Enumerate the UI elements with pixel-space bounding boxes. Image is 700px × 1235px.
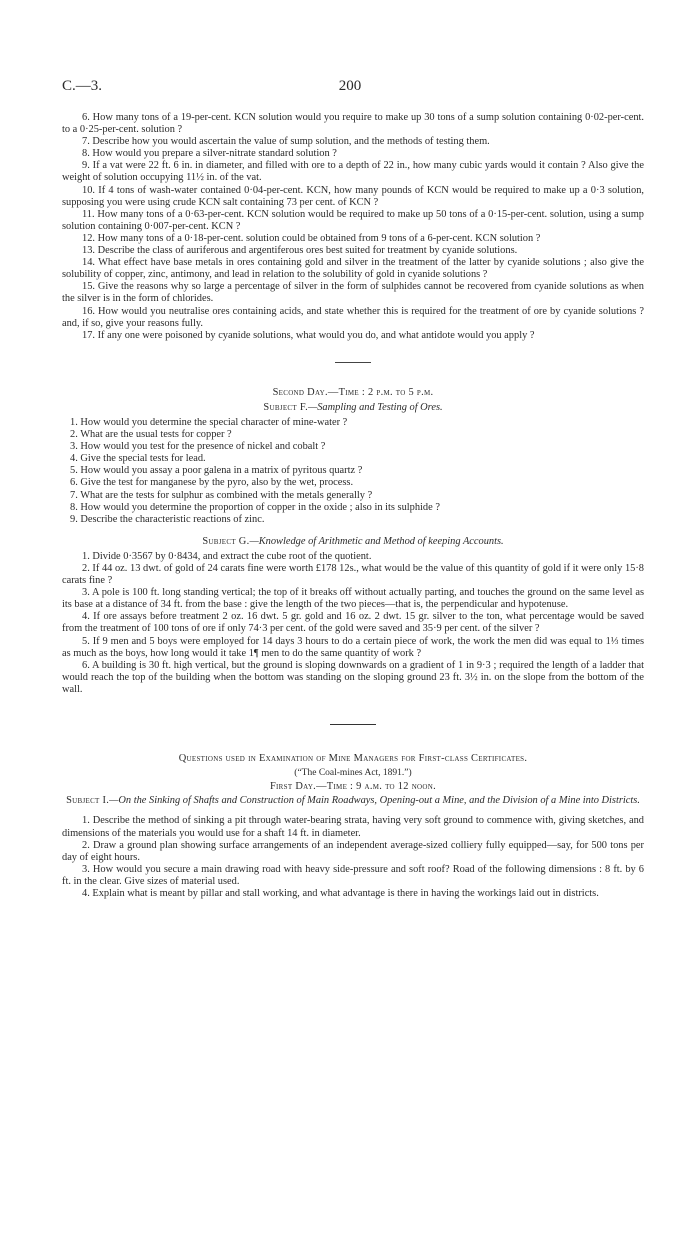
subject-f-heading — [62, 402, 644, 414]
question-paragraph: 6. A building is 30 ft. high vertical, but the ground is sloping downwards on a gradient of 1 in 9·3 ; required the length of a ladder that would reach the top of the building when the bottom was standing on the sloping ground 23 ft. 3½ in. on the slope from the bottom of the wall. — [62, 659, 644, 695]
question-paragraph: 4. Explain what is meant by pillar and stall working, and what advantage is there in having the workings laid out in districts. — [82, 887, 599, 899]
question-paragraph: 15. Give the reasons why so large a percentage of silver in the form of sulphides cannot be recovered from cyanide solutions as when the silver is in the form of chlorides. — [62, 281, 644, 305]
page-number: 200 — [338, 78, 362, 94]
question-item: 4. Give the special tests for lead. — [70, 453, 206, 465]
first-day-heading: First Day.—Time : 9 a.m. to 12 noon. — [269, 781, 437, 793]
section-divider — [330, 724, 376, 725]
question-paragraph: 8. How would you prepare a silver-nitrate standard solution ? — [82, 148, 337, 160]
question-paragraph: 9. If a vat were 22 ft. 6 in. in diameter, and filled with ore to a depth of 22 in., how many cubic yards would it contain ? Also give the weight of solution occupying 11½ in. of the vat. — [62, 160, 644, 184]
subject-i-heading — [62, 795, 644, 807]
subject-i-questions — [62, 815, 644, 900]
question-paragraph: 5. If 9 men and 5 boys were employed for 14 days 3 hours to do a certain piece of work, the work the men did was equal to 1⅓ times as much as the boys, how long would it take 1¶ men to do the same quantity of work ? — [62, 635, 644, 659]
section-divider — [335, 362, 371, 363]
subject-g-questions — [62, 551, 644, 696]
subject-g-label: Subject G. — [202, 535, 250, 547]
subject-i-label: Subject I. — [66, 795, 110, 807]
second-day-heading: Second Day.—Time : 2 p.m. to 5 p.m. — [272, 386, 434, 398]
subject-i-title: —On the Sinking of Shafts and Construction of Main Roadways, Opening-out a Mine, and the Division of a Mine into Districts. — [109, 795, 640, 807]
question-paragraph: 3. How would you secure a main drawing road with heavy side-pressure and soft roof? Road of the following dimensions : 8 ft. by 6 ft. in the clear. Give sizes of material used. — [62, 863, 644, 887]
question-paragraph: 7. Describe how you would ascertain the value of sump solution, and the methods of testing them. — [82, 136, 490, 148]
question-paragraph: 10. If 4 tons of wash-water contained 0·04-per-cent. KCN, how many pounds of KCN would be required to make up a 0·3 solution, supposing you were using crude KCN salt containing 73 per cent. of KCN ? — [62, 184, 644, 208]
question-item: 2. What are the usual tests for copper ? — [70, 429, 232, 441]
page-header — [62, 78, 638, 98]
question-paragraph: 1. Describe the method of sinking a pit through water-bearing strata, having very soft ground to commence with, giving sketches, and dimensions of the materials you would use for a shaft 14 ft. in diameter. — [62, 815, 644, 839]
question-paragraph: 11. How many tons of a 0·63-per-cent. KCN solution would be required to make up 50 tons of a 0·15-per-cent. solution, using a sump solution containing 0·007-per-cent. KCN ? — [62, 208, 644, 232]
question-paragraph: 6. How many tons of a 19-per-cent. KCN solution would you require to make up 30 tons of a sump solution containing 0·02-per-cent. to a 0·25-per-cent. solution ? — [62, 112, 644, 136]
subject-f-title: —Sampling and Testing of Ores. — [307, 401, 443, 413]
question-item: 7. What are the tests for sulphur as combined with the metals generally ? — [70, 489, 373, 501]
mine-managers-heading: Questions used in Examination of Mine Managers for First-class Certificates. — [178, 753, 528, 765]
question-paragraph: 13. Describe the class of auriferous and argentiferous ores best suited for treatment by cyanide solutions. — [82, 245, 518, 257]
question-item: 5. How would you assay a poor galena in a matrix of pyritous quartz ? — [70, 465, 363, 477]
question-item: 8. How would you determine the proportion of copper in the oxide ; also in its sulphide ? — [70, 501, 440, 513]
question-item: 9. Describe the characteristic reactions of zinc. — [70, 513, 265, 525]
question-paragraph: 12. How many tons of a 0·18-per-cent. solution could be obtained from 9 tons of a 6-per-cent. KCN solution ? — [82, 232, 541, 244]
subject-f-questions — [62, 417, 644, 526]
question-paragraph: 2. Draw a ground plan showing surface arrangements of an independent average-sized colliery fully equipped—say, for 500 tons per day of eight hours. — [62, 839, 644, 863]
question-item: 3. How would you test for the presence of nickel and cobalt ? — [70, 441, 326, 453]
subject-g-heading — [62, 536, 644, 548]
question-item: 1. How would you determine the special character of mine-water ? — [70, 416, 348, 428]
act-citation: (“The Coal-mines Act, 1891.”) — [294, 768, 412, 779]
question-paragraph: 3. A pole is 100 ft. long standing vertical; the top of it breaks off without actually parting, and touches the ground on the same level as its base at a distance of 34 ft. from the base : give the length of the two pieces—that is, the perpendicular and hypotenuse. — [62, 587, 644, 611]
question-paragraph: 17. If any one were poisoned by cyanide solutions, what would you do, and what antidote would you apply ? — [82, 329, 535, 341]
subject-g-title: —Knowledge of Arithmetic and Method of keeping Accounts. — [249, 535, 504, 547]
question-paragraph: 4. If ore assays before treatment 2 oz. 16 dwt. 5 gr. gold and 16 oz. 2 dwt. 15 gr. silver to the ton, what percentage would be saved from the treatment of 100 tons of ore if only 74·3 per cent. of the gold were saved and 35·9 per cent. of the silver ? — [62, 611, 644, 635]
cyanide-questions — [62, 112, 644, 342]
question-paragraph: 1. Divide 0·3567 by 0·8434, and extract the cube root of the quotient. — [82, 550, 372, 562]
page-body — [62, 112, 644, 900]
question-paragraph: 14. What effect have base metals in ores containing gold and silver in the treatment of the latter by cyanide solutions ; also give the solubility of copper, zinc, antimony, and lead in relation to the solubility of gold in cyanide solutions ? — [62, 257, 644, 281]
question-paragraph: 16. How would you neutralise ores containing acids, and state whether this is required for the treatment of ore by cyanide solutions ? and, if so, give your reasons fully. — [62, 305, 644, 329]
question-item: 6. Give the test for manganese by the pyro, also by the wet, process. — [70, 477, 354, 489]
document-reference: C.—3. — [62, 78, 103, 94]
question-paragraph: 2. If 44 oz. 13 dwt. of gold of 24 carats fine were worth £178 12s., what would be the value of this quantity of gold if it were only 15·8 carats fine ? — [62, 563, 644, 587]
subject-f-label: Subject F. — [263, 401, 308, 413]
